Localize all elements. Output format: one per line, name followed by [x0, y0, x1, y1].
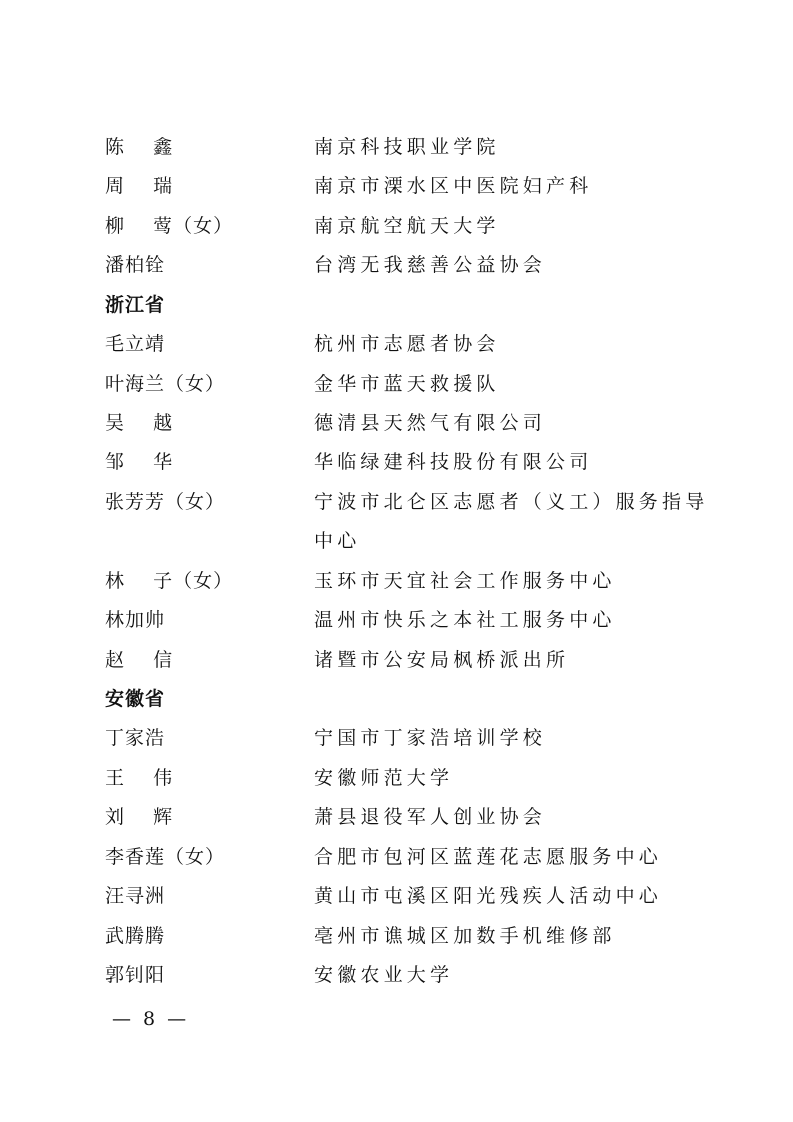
list-item	[0, 487, 793, 517]
organization-name: 宁波市北仑区志愿者（义工）服务指导	[314, 491, 709, 513]
list-item	[0, 802, 793, 832]
organization-name: 德清县天然气有限公司	[314, 412, 547, 434]
list-item	[0, 408, 793, 438]
list-item	[0, 881, 793, 911]
list-item	[0, 921, 793, 951]
organization-name: 南京科技职业学院	[314, 136, 500, 158]
person-name: 周 瑞	[105, 175, 174, 197]
list-item	[0, 723, 793, 753]
organization-name: 萧县退役军人创业协会	[314, 806, 547, 828]
list-item	[0, 447, 793, 477]
person-name: 李香莲（女）	[105, 846, 226, 868]
person-name: 林加帅	[105, 609, 166, 631]
list-item	[0, 566, 793, 596]
person-name: 陈 鑫	[105, 136, 174, 158]
organization-name: 华临绿建科技股份有限公司	[314, 451, 593, 473]
person-name: 丁家浩	[105, 727, 166, 749]
page-number: — 8 —	[112, 1008, 190, 1030]
organization-name: 温州市快乐之本社工服务中心	[314, 609, 616, 631]
person-name: 吴 越	[105, 412, 174, 434]
person-name: 潘柏铨	[105, 254, 166, 276]
organization-name: 亳州市谯城区加数手机维修部	[314, 925, 616, 947]
person-name: 王 伟	[105, 767, 174, 789]
list-item	[0, 369, 793, 399]
person-name: 张芳芳（女）	[105, 491, 226, 513]
section-heading: 浙江省	[105, 294, 166, 316]
list-item	[0, 171, 793, 201]
organization-name: 合肥市包河区蓝莲花志愿服务中心	[314, 846, 663, 868]
list-item	[0, 842, 793, 872]
person-name: 刘 辉	[105, 806, 174, 828]
person-name: 邹 华	[105, 451, 174, 473]
person-name: 柳 莺（女）	[105, 215, 234, 237]
person-name: 汪寻洲	[105, 885, 166, 907]
person-name: 毛立靖	[105, 333, 166, 355]
list-item	[0, 763, 793, 793]
organization-name: 金华市蓝天救援队	[314, 373, 500, 395]
person-name: 林 子（女）	[105, 570, 234, 592]
list-item	[0, 211, 793, 241]
person-name: 赵 信	[105, 649, 174, 671]
organization-name: 玉环市天宜社会工作服务中心	[314, 570, 616, 592]
person-name: 叶海兰（女）	[105, 373, 226, 395]
organization-name: 中心	[314, 530, 361, 552]
list-item	[0, 329, 793, 359]
section-heading: 安徽省	[105, 688, 166, 710]
organization-name: 南京航空航天大学	[314, 215, 500, 237]
list-item-continuation	[0, 526, 793, 556]
organization-name: 南京市溧水区中医院妇产科	[314, 175, 593, 197]
organization-name: 安徽师范大学	[314, 767, 454, 789]
organization-name: 黄山市屯溪区阳光残疾人活动中心	[314, 885, 663, 907]
organization-name: 安徽农业大学	[314, 964, 454, 986]
organization-name: 宁国市丁家浩培训学校	[314, 727, 547, 749]
organization-name: 台湾无我慈善公益协会	[314, 254, 547, 276]
organization-name: 杭州市志愿者协会	[314, 333, 500, 355]
list-item	[0, 132, 793, 162]
list-item	[0, 960, 793, 990]
list-item	[0, 605, 793, 635]
list-item	[0, 250, 793, 280]
organization-name: 诸暨市公安局枫桥派出所	[314, 649, 570, 671]
person-name: 武腾腾	[105, 925, 166, 947]
list-item	[0, 645, 793, 675]
person-name: 郭钊阳	[105, 964, 166, 986]
